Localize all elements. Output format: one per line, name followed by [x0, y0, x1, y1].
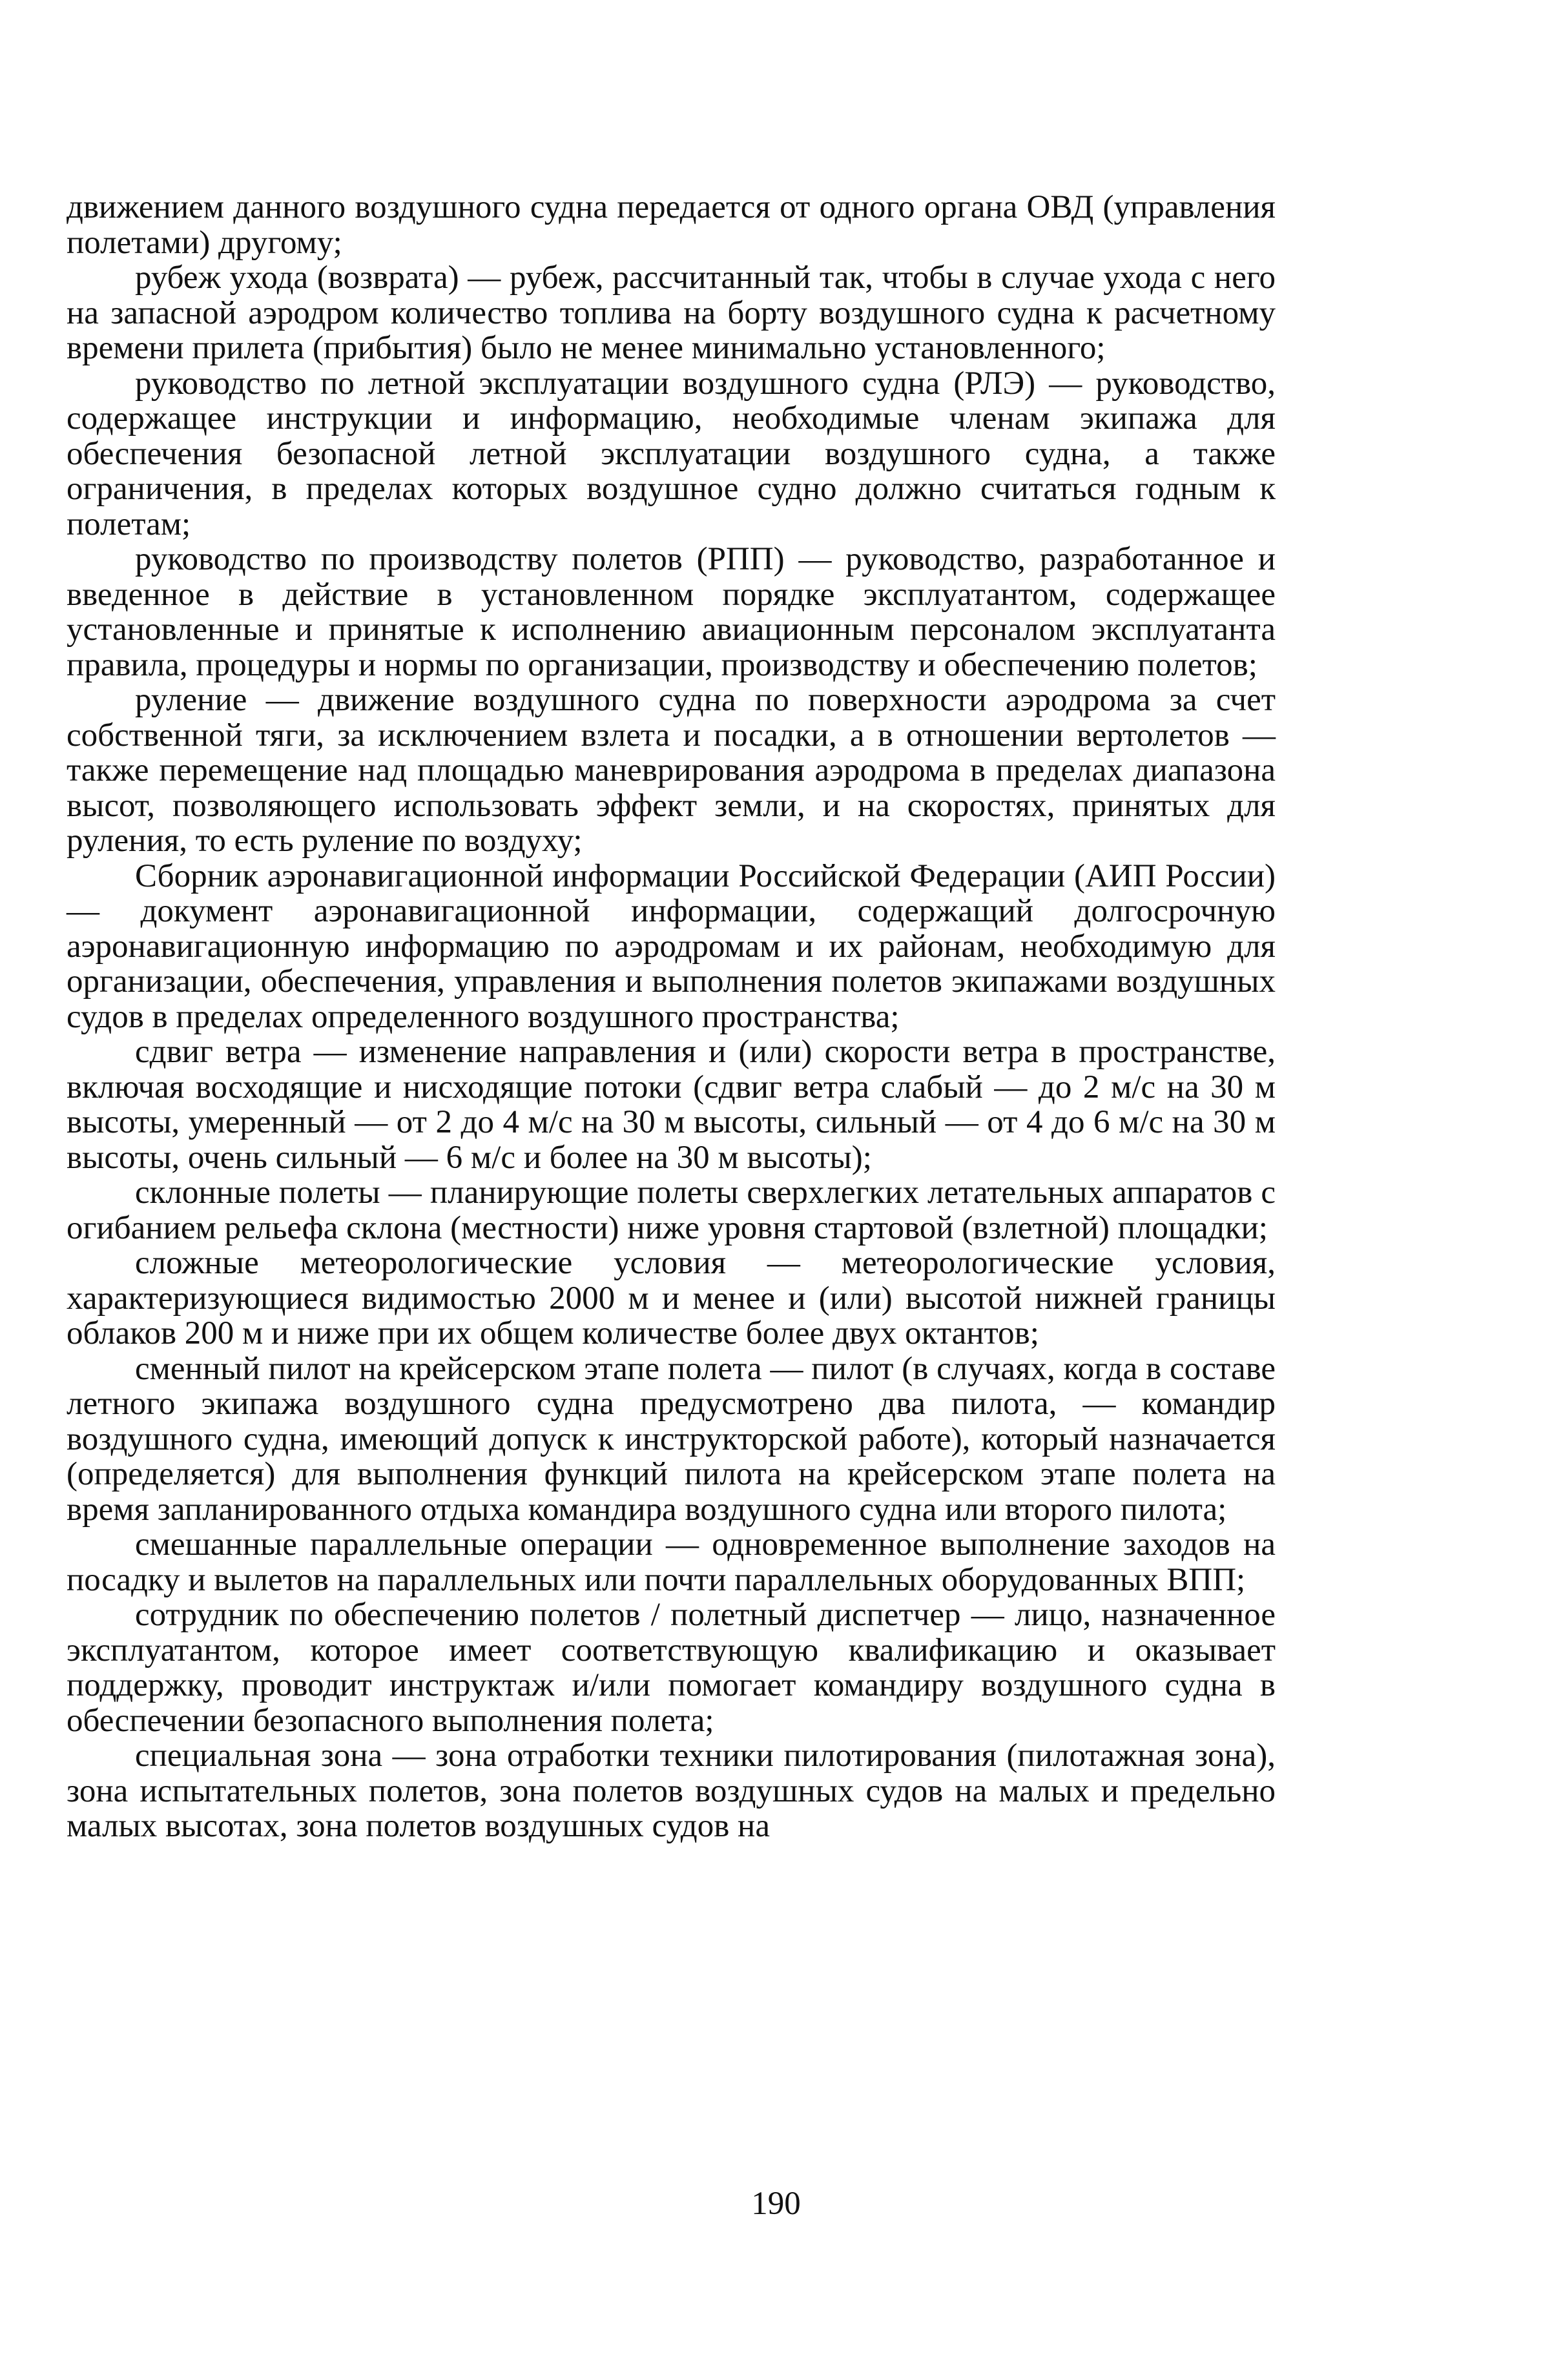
paragraph-wind-shear: сдвиг ветра — изменение направления и (или) скорости ветра в пространстве, включая восходящие и нисходящие потоки (сдвиг ветра слабый — до 2 м/с на 30 м высоты, умеренный — от 2 до 4 м/с на 30 м высоты, сильный — от 4 до 6 м/с на 30 м высоты, очень сильный — 6 м/с и более на 30 м высоты);: [67, 1034, 1276, 1176]
paragraph-complex-weather: сложные метеорологические условия — метеорологические условия, характеризующиеся видимостью 2000 м и менее и (или) высотой нижней границы облаков 200 м и ниже при их общем количестве более двух октантов;: [67, 1245, 1276, 1351]
document-body: [67, 190, 1276, 1844]
paragraph-flight-dispatcher: сотрудник по обеспечению полетов / полетный диспетчер — лицо, назначенное эксплуатантом, которое имеет соответствующую квалификацию и оказывает поддержку, проводит инструктаж и/или помогает командиру воздушного судна в обеспечении безопасного выполнения полета;: [67, 1597, 1276, 1739]
paragraph-special-zone: специальная зона — зона отработки техники пилотирования (пилотажная зона), зона испытательных полетов, зона полетов воздушных судов на малых и предельно малых высотах, зона полетов воздушных судов на: [67, 1738, 1276, 1844]
paragraph-slope-flights: склонные полеты — планирующие полеты сверхлегких летательных аппаратов с огибанием рельефа склона (местности) ниже уровня стартовой (взлетной) площадки;: [67, 1175, 1276, 1246]
page-number: 190: [751, 2186, 801, 2222]
paragraph-operations-manual: руководство по производству полетов (РПП) — руководство, разработанное и введенное в действие в установленном порядке эксплуатантом, содержащее установленные и принятые к исполнению авиационным персоналом эксплуатанта правила, процедуры и нормы по организации, производству и обеспечению полетов;: [67, 541, 1276, 683]
paragraph-aip-russia: Сборник аэронавигационной информации Российской Федерации (АИП России) — документ аэронавигационной информации, содержащий долгосрочную аэронавигационную информацию по аэродромам и их районам, необходимую для организации, обеспечения, управления и выполнения полетов экипажами воздушных судов в пределах определенного воздушного пространства;: [67, 857, 1276, 1035]
paragraph-relief-pilot: сменный пилот на крейсерском этапе полета — пилот (в случаях, когда в составе летного экипажа воздушного судна предусмотрено два пилота, — командир воздушного судна, имеющий допуск к инструкторской работе), который назначается (определяется) для выполнения функций пилота на крейсерском этапе полета на время запланированного отдыха командира воздушного судна или второго пилота;: [67, 1350, 1276, 1528]
paragraph-atc-handover: движением данного воздушного судна передается от одного органа ОВД (управления полетами) другому;: [67, 189, 1276, 261]
paragraph-return-boundary: рубеж ухода (возврата) — рубеж, рассчитанный так, чтобы в случае ухода с него на запасной аэродром количество топлива на борту воздушного судна к расчетному времени прилета (прибытия) было не менее минимально установленного;: [67, 260, 1276, 366]
paragraph-flight-manual: руководство по летной эксплуатации воздушного судна (РЛЭ) — руководство, содержащее инструкции и информацию, необходимые членам экипажа для обеспечения безопасной летной эксплуатации воздушного судна, а также ограничения, в пределах которых воздушное судно должно считаться годным к полетам;: [67, 365, 1276, 542]
paragraph-taxiing: руление — движение воздушного судна по поверхности аэродрома за счет собственной тяги, за исключением взлета и посадки, а в отношении вертолетов — также перемещение над площадью маневрирования аэродрома в пределах диапазона высот, позволяющего использовать эффект земли, и на скоростях, принятых для руления, то есть руление по воздуху;: [67, 682, 1276, 859]
paragraph-mixed-parallel-operations: смешанные параллельные операции — одновременное выполнение заходов на посадку и вылетов на параллельных или почти параллельных оборудованных ВПП;: [67, 1526, 1276, 1598]
